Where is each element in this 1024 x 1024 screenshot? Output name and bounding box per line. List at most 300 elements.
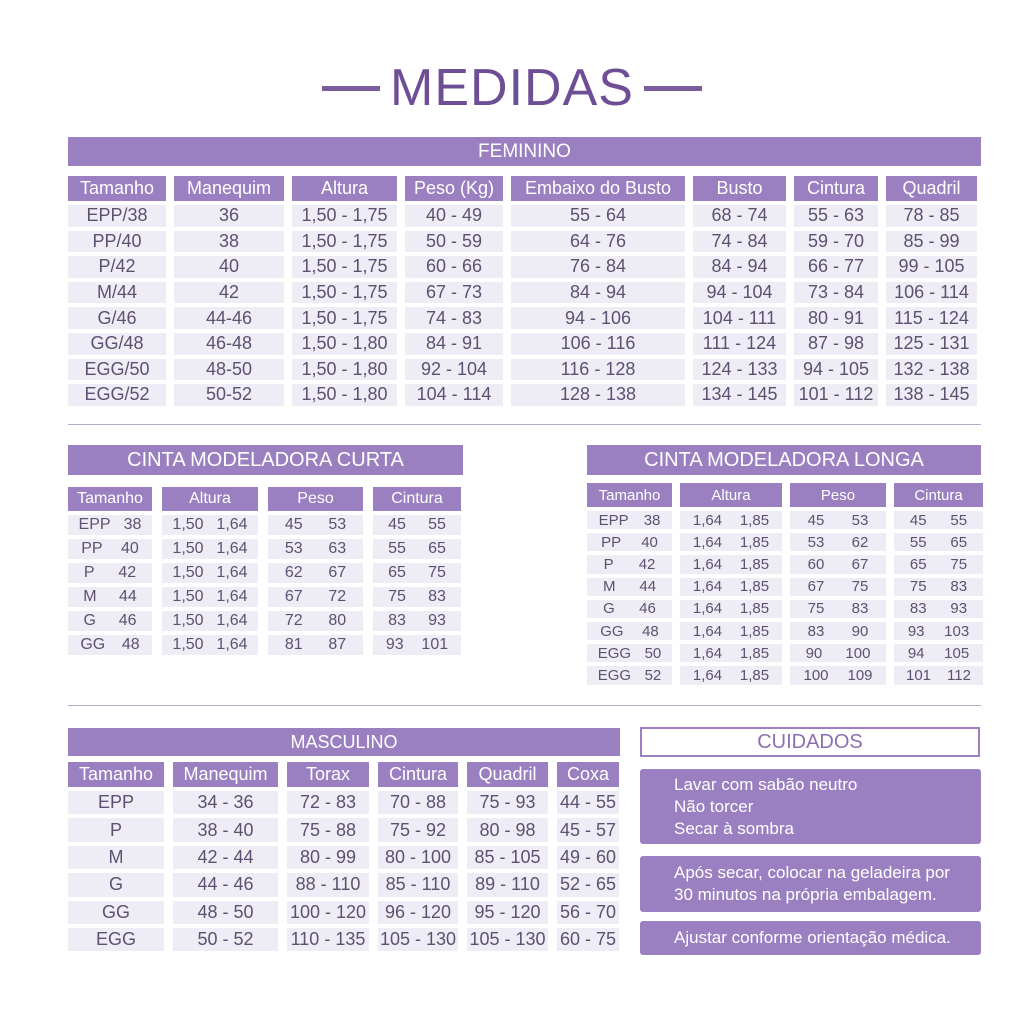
cell-pair: [68, 516, 152, 534]
table-cell: 106 - 114: [886, 282, 977, 304]
table-cell: 50 - 52: [173, 928, 278, 951]
table-cell: [587, 644, 672, 662]
title-right-rule: [644, 86, 702, 91]
cell-value: 53: [328, 516, 347, 533]
cell-value: 72: [284, 612, 303, 629]
table-cell: [680, 666, 782, 684]
cell-pair: [373, 636, 461, 654]
cell-value: 42: [118, 564, 137, 581]
column-header: Quadril: [886, 176, 977, 201]
table-cell: [68, 539, 152, 559]
cell-value: 1,50: [172, 540, 204, 557]
table-cell: 1,50 - 1,80: [292, 384, 397, 406]
cell-value: 83: [909, 600, 927, 618]
cell-pair: [680, 645, 782, 662]
cell-pair: [790, 645, 886, 662]
table-cell: 105 - 130: [378, 928, 458, 951]
table-cell: 84 - 94: [511, 282, 685, 304]
cell-pair: [790, 600, 886, 617]
cell-pair: [268, 540, 363, 558]
table-cell: [587, 555, 672, 573]
table-cell: 67 - 73: [405, 282, 503, 304]
table-cell: [894, 511, 983, 529]
table-cell: [162, 587, 258, 607]
cuidados-line: Secar à sombra: [674, 818, 794, 838]
table-cell: 111 - 124: [693, 333, 786, 355]
cell-value: 100: [845, 644, 871, 662]
table-cell: [680, 600, 782, 618]
table-cell: [790, 622, 886, 640]
cell-value: 46: [118, 612, 137, 629]
table-cell: [894, 622, 983, 640]
cell-value: 1,64: [692, 533, 723, 551]
cell-value: P: [603, 555, 614, 573]
cell-value: 50: [644, 644, 662, 662]
table-cell: 84 - 94: [693, 256, 786, 278]
cell-value: 80: [328, 612, 347, 629]
cell-value: 1,85: [739, 600, 770, 618]
cell-value: 48: [642, 622, 659, 640]
table-cell: [790, 644, 886, 662]
cell-value: M: [602, 578, 616, 596]
column-header: Altura: [680, 483, 782, 507]
table-cell: 70 - 88: [378, 791, 458, 814]
cell-pair: [894, 600, 983, 617]
table-cell: [268, 563, 363, 583]
table-cell: 100 - 120: [287, 901, 369, 924]
column-header: Peso (Kg): [405, 176, 503, 201]
cell-value: 93: [907, 622, 925, 640]
column-header: Tamanho: [68, 487, 152, 511]
cell-pair: [268, 564, 363, 582]
table-cell: 60 - 66: [405, 256, 503, 278]
cell-value: 45: [284, 516, 303, 533]
cell-value: 60: [807, 555, 825, 573]
table-cell: 128 - 138: [511, 384, 685, 406]
cuidados-line: Ajustar conforme orientação médica.: [674, 928, 951, 947]
table-cell: 101 - 112: [794, 384, 878, 406]
cell-value: 46: [639, 600, 656, 618]
cell-value: 65: [950, 533, 968, 551]
table-cell: [68, 563, 152, 583]
cell-value: GG: [600, 622, 624, 640]
cinta-curta-banner: CINTA MODELADORA CURTA: [68, 445, 463, 475]
table-cell: 78 - 85: [886, 205, 977, 227]
table-cell: M/44: [68, 282, 166, 304]
cell-value: 1,85: [739, 644, 770, 662]
cell-pair: [268, 636, 363, 654]
column-header: Manequim: [173, 762, 278, 787]
cell-pair: [587, 667, 672, 684]
table-cell: 44 - 46: [173, 873, 278, 896]
table-cell: 42: [174, 282, 284, 304]
cell-value: 1,64: [692, 644, 723, 662]
cell-value: 1,64: [216, 540, 248, 557]
table-cell: 1,50 - 1,75: [292, 256, 397, 278]
cell-pair: [894, 667, 983, 684]
cell-value: 87: [328, 636, 347, 653]
cell-pair: [680, 600, 782, 617]
cell-pair: [894, 623, 983, 640]
cell-value: 65: [388, 564, 406, 581]
cell-value: 75: [851, 578, 869, 596]
cell-pair: [162, 636, 258, 654]
table-cell: 110 - 135: [287, 928, 369, 951]
table-cell: 89 - 110: [467, 873, 548, 896]
table-cell: 75 - 93: [467, 791, 548, 814]
cuidados-title: CUIDADOS: [640, 727, 980, 757]
cell-pair: [587, 512, 672, 529]
cell-value: 93: [385, 636, 404, 653]
table-cell: [894, 600, 983, 618]
cell-value: 45: [807, 511, 825, 529]
table-cell: [68, 635, 152, 655]
table-cell: [680, 622, 782, 640]
table-cell: [68, 515, 152, 535]
table-cell: 36: [174, 205, 284, 227]
cell-pair: [587, 600, 672, 617]
table-cell: [680, 644, 782, 662]
table-cell: [162, 563, 258, 583]
table-cell: 72 - 83: [287, 791, 369, 814]
table-cell: [373, 539, 461, 559]
table-cell: [680, 578, 782, 596]
cuidados-box-3: [640, 921, 981, 955]
cell-pair: [680, 512, 782, 529]
table-cell: 48 - 50: [173, 901, 278, 924]
cell-pair: [587, 556, 672, 573]
table-cell: 50 - 59: [405, 231, 503, 253]
cell-value: 1,64: [216, 516, 248, 533]
table-cell: 74 - 83: [405, 307, 503, 329]
cell-value: 63: [328, 540, 347, 557]
cell-value: 67: [851, 555, 869, 573]
cell-value: 1,85: [739, 622, 770, 640]
table-cell: 66 - 77: [794, 256, 878, 278]
table-cell: 1,50 - 1,80: [292, 359, 397, 381]
table-cell: P: [68, 818, 164, 841]
cinta-longa-table: [587, 483, 983, 685]
cell-value: 38: [643, 511, 661, 529]
cell-pair: [587, 623, 672, 640]
column-header: Altura: [162, 487, 258, 511]
cell-value: G: [83, 612, 96, 629]
cell-pair: [790, 578, 886, 595]
cell-pair: [680, 578, 782, 595]
column-header: Cintura: [894, 483, 983, 507]
table-cell: 138 - 145: [886, 384, 977, 406]
cell-value: 1,64: [692, 622, 723, 640]
cuidados-box-1: [640, 769, 981, 844]
cuidados-line: 30 minutos na própria embalagem.: [674, 885, 937, 904]
page-title: MEDIDAS: [390, 59, 634, 117]
table-cell: 45 - 57: [557, 818, 619, 841]
cell-value: 75: [428, 564, 446, 581]
table-cell: 134 - 145: [693, 384, 786, 406]
table-cell: [680, 555, 782, 573]
table-cell: [894, 666, 983, 684]
cell-value: 40: [641, 533, 658, 551]
table-cell: 104 - 111: [693, 307, 786, 329]
cell-value: EPP: [598, 511, 629, 529]
table-cell: [894, 555, 983, 573]
table-cell: 52 - 65: [557, 873, 619, 896]
table-cell: 85 - 99: [886, 231, 977, 253]
cell-value: 94: [907, 644, 925, 662]
table-cell: 87 - 98: [794, 333, 878, 355]
cell-pair: [268, 516, 363, 534]
column-header: Tamanho: [587, 483, 672, 507]
cell-value: 67: [284, 588, 303, 605]
table-cell: 94 - 105: [794, 359, 878, 381]
table-cell: 96 - 120: [378, 901, 458, 924]
table-cell: 46-48: [174, 333, 284, 355]
cell-value: 1,50: [172, 588, 204, 605]
cell-pair: [790, 556, 886, 573]
table-cell: 105 - 130: [467, 928, 548, 951]
cell-value: 83: [388, 612, 406, 629]
cell-pair: [268, 588, 363, 606]
cell-pair: [162, 588, 258, 606]
cell-value: 1,64: [216, 612, 248, 629]
cell-value: 83: [950, 578, 968, 596]
column-header: Coxa: [557, 762, 619, 787]
table-cell: [373, 635, 461, 655]
table-cell: 115 - 124: [886, 307, 977, 329]
cell-value: 90: [851, 622, 869, 640]
table-cell: 94 - 104: [693, 282, 786, 304]
cell-value: 1,64: [692, 666, 723, 684]
cell-value: 1,85: [739, 511, 770, 529]
cell-pair: [894, 645, 983, 662]
cell-value: 1,85: [739, 555, 770, 573]
cell-value: 67: [807, 578, 825, 596]
cuidados-line: Lavar com sabão neutro: [674, 774, 858, 794]
cell-pair: [162, 516, 258, 534]
column-header: Manequim: [174, 176, 284, 201]
table-cell: 40 - 49: [405, 205, 503, 227]
cell-value: 53: [807, 533, 825, 551]
cuidados-line: Após secar, colocar na geladeira por: [674, 863, 950, 882]
cell-value: 75: [388, 588, 406, 605]
cell-value: 55: [428, 516, 446, 533]
cell-value: 1,64: [692, 555, 723, 573]
feminino-banner: FEMININO: [68, 137, 981, 166]
table-cell: [268, 539, 363, 559]
table-cell: [894, 533, 983, 551]
page-title-wrap: [0, 58, 1024, 118]
table-cell: 49 - 60: [557, 846, 619, 869]
table-cell: 56 - 70: [557, 901, 619, 924]
table-cell: 80 - 98: [467, 818, 548, 841]
cell-value: 103: [944, 622, 970, 640]
cell-value: EGG: [597, 666, 632, 684]
cell-pair: [790, 512, 886, 529]
table-cell: [268, 611, 363, 631]
table-cell: EPP/38: [68, 205, 166, 227]
table-cell: [162, 635, 258, 655]
cell-pair: [68, 564, 152, 582]
table-cell: 106 - 116: [511, 333, 685, 355]
cuidados-box-2: [640, 856, 981, 912]
table-cell: 38: [174, 231, 284, 253]
cell-pair: [680, 623, 782, 640]
cell-pair: [68, 588, 152, 606]
table-cell: 75 - 92: [378, 818, 458, 841]
cell-value: EPP: [78, 516, 111, 533]
table-cell: [373, 587, 461, 607]
cell-pair: [790, 623, 886, 640]
cell-value: 93: [428, 612, 446, 629]
table-cell: [268, 635, 363, 655]
cell-value: 52: [644, 666, 662, 684]
table-cell: 34 - 36: [173, 791, 278, 814]
table-cell: [587, 600, 672, 618]
table-cell: [790, 555, 886, 573]
table-cell: [587, 511, 672, 529]
table-cell: [268, 515, 363, 535]
column-header: Busto: [693, 176, 786, 201]
divider-2: [68, 705, 981, 706]
cell-pair: [68, 540, 152, 558]
table-cell: G/46: [68, 307, 166, 329]
table-cell: EGG/50: [68, 359, 166, 381]
table-cell: [790, 533, 886, 551]
cell-value: 44: [639, 578, 657, 596]
cell-value: 1,64: [216, 588, 248, 605]
table-cell: [587, 666, 672, 684]
table-cell: 94 - 106: [511, 307, 685, 329]
cell-pair: [373, 564, 461, 582]
table-cell: 92 - 104: [405, 359, 503, 381]
table-cell: [894, 644, 983, 662]
table-cell: 44-46: [174, 307, 284, 329]
cell-value: 75: [950, 555, 968, 573]
cell-value: 1,64: [692, 600, 723, 618]
table-cell: 132 - 138: [886, 359, 977, 381]
table-cell: GG/48: [68, 333, 166, 355]
cell-value: 65: [909, 555, 927, 573]
cell-pair: [790, 667, 886, 684]
cell-value: 100: [803, 666, 829, 684]
cinta-curta-table: [68, 487, 461, 655]
table-cell: PP/40: [68, 231, 166, 253]
table-cell: 99 - 105: [886, 256, 977, 278]
table-cell: EGG: [68, 928, 164, 951]
table-cell: 104 - 114: [405, 384, 503, 406]
table-cell: 88 - 110: [287, 873, 369, 896]
table-cell: 73 - 84: [794, 282, 878, 304]
column-header: Cintura: [794, 176, 878, 201]
masculino-banner: MASCULINO: [68, 728, 620, 756]
cell-pair: [680, 667, 782, 684]
table-cell: [373, 611, 461, 631]
cell-value: 45: [909, 511, 927, 529]
masculino-table: [68, 762, 619, 951]
table-cell: 50-52: [174, 384, 284, 406]
cell-value: 38: [123, 516, 142, 533]
table-cell: [68, 587, 152, 607]
cell-value: 101: [421, 636, 449, 653]
table-cell: 85 - 105: [467, 846, 548, 869]
table-cell: 55 - 63: [794, 205, 878, 227]
table-cell: 55 - 64: [511, 205, 685, 227]
table-cell: [162, 539, 258, 559]
table-cell: 42 - 44: [173, 846, 278, 869]
cell-value: 1,85: [739, 666, 770, 684]
table-cell: 1,50 - 1,75: [292, 282, 397, 304]
table-cell: [373, 563, 461, 583]
cell-pair: [894, 512, 983, 529]
cell-pair: [680, 534, 782, 551]
cell-pair: [894, 578, 983, 595]
table-cell: 68 - 74: [693, 205, 786, 227]
cell-value: M: [83, 588, 97, 605]
cell-pair: [68, 612, 152, 630]
cell-value: 1,64: [216, 564, 248, 581]
table-cell: P/42: [68, 256, 166, 278]
cell-value: 1,85: [739, 533, 770, 551]
cell-pair: [587, 578, 672, 595]
column-header: Tamanho: [68, 176, 166, 201]
cell-value: 42: [638, 555, 656, 573]
table-cell: M: [68, 846, 164, 869]
table-cell: [268, 587, 363, 607]
cell-value: 109: [847, 666, 873, 684]
table-cell: 80 - 100: [378, 846, 458, 869]
table-cell: 48-50: [174, 359, 284, 381]
column-header: Quadril: [467, 762, 548, 787]
cell-pair: [68, 636, 152, 654]
column-header: Peso: [790, 483, 886, 507]
cell-value: 1,50: [172, 636, 204, 653]
table-cell: [373, 515, 461, 535]
title-left-rule: [322, 86, 380, 91]
table-cell: 80 - 99: [287, 846, 369, 869]
cell-pair: [373, 612, 461, 630]
cuidados-line: Não torcer: [674, 796, 754, 816]
table-cell: [162, 515, 258, 535]
table-cell: 40: [174, 256, 284, 278]
table-cell: 44 - 55: [557, 791, 619, 814]
cell-pair: [790, 534, 886, 551]
table-cell: 95 - 120: [467, 901, 548, 924]
table-cell: [894, 578, 983, 596]
cell-value: 112: [947, 666, 971, 684]
cinta-longa-banner: CINTA MODELADORA LONGA: [587, 445, 981, 475]
table-cell: [790, 600, 886, 618]
cell-pair: [680, 556, 782, 573]
table-cell: EGG/52: [68, 384, 166, 406]
cell-value: 75: [807, 600, 825, 618]
cell-value: 1,64: [692, 578, 723, 596]
cell-value: 75: [909, 578, 927, 596]
table-cell: 125 - 131: [886, 333, 977, 355]
cell-value: 55: [909, 533, 927, 551]
cell-pair: [373, 516, 461, 534]
table-cell: [162, 611, 258, 631]
table-cell: 74 - 84: [693, 231, 786, 253]
column-header: Altura: [292, 176, 397, 201]
table-cell: 75 - 88: [287, 818, 369, 841]
table-cell: [790, 578, 886, 596]
cell-pair: [587, 645, 672, 662]
column-header: Embaixo do Busto: [511, 176, 685, 201]
table-cell: 1,50 - 1,75: [292, 307, 397, 329]
cell-value: GG: [80, 636, 106, 653]
cell-value: G: [603, 600, 615, 618]
column-header: Peso: [268, 487, 363, 511]
